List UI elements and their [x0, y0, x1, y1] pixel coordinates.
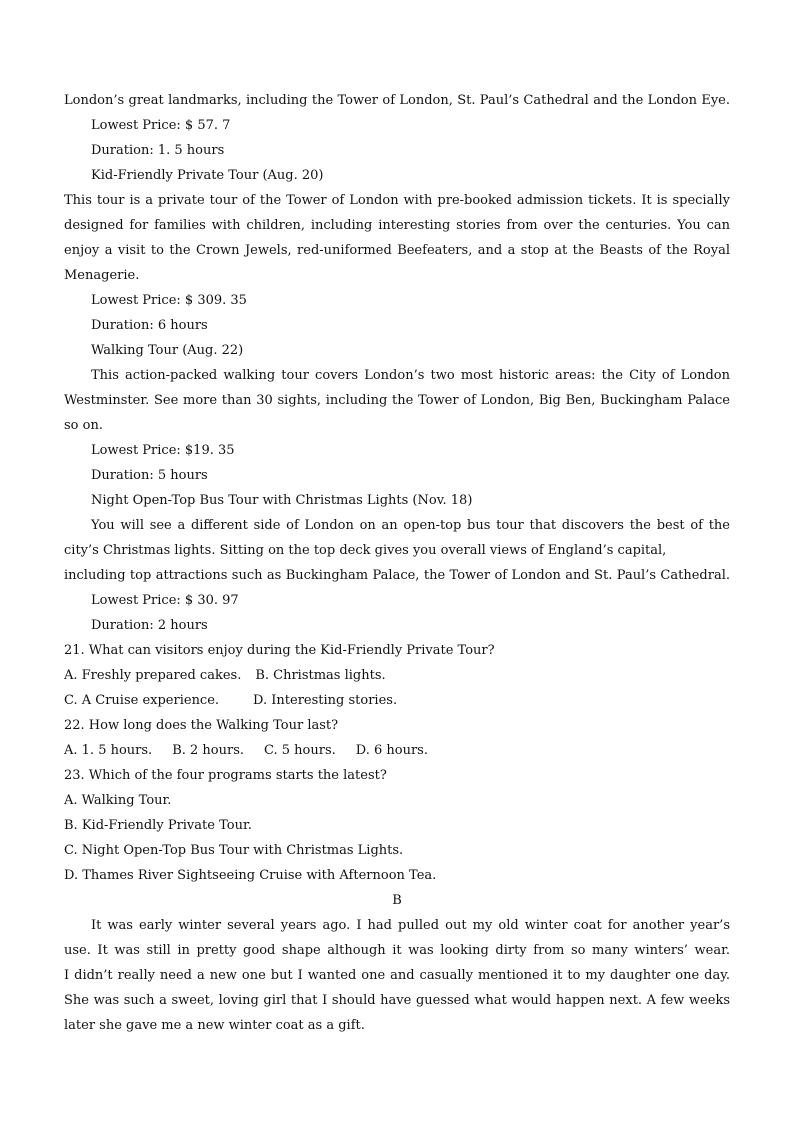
document-page	[64, 88, 730, 1038]
question-21-option-a: A. Freshly prepared cakes.	[64, 668, 242, 683]
question-23-option-c: C. Night Open-Top Bus Tour with Christmas Lights.	[64, 843, 404, 858]
tour1-desc-line: enjoy a visit to the Crown Jewels, red-uniformed Beefeaters, and a stop at the Beasts of the Royal	[64, 243, 730, 258]
tour2-desc-line: so on.	[64, 418, 103, 433]
question-23-option-b: B. Kid-Friendly Private Tour.	[64, 818, 252, 833]
tour1-desc-line: Menagerie.	[64, 268, 140, 283]
tour2-duration: Duration: 5 hours	[91, 468, 208, 483]
question-21-option-d: D. Interesting stories.	[253, 693, 398, 708]
question-22-options	[64, 738, 730, 763]
section-b-heading: B	[392, 893, 402, 908]
tour1-duration: Duration: 6 hours	[91, 318, 208, 333]
tour3-desc-line: including top attractions such as Buckingham Palace, the Tower of London and St. Paul’s Cathedral.	[64, 568, 730, 583]
tour3-price: Lowest Price: $ 30. 97	[91, 593, 239, 608]
question-21-stem: 21. What can visitors enjoy during the Kid-Friendly Private Tour?	[64, 643, 495, 658]
question-22-option-a: A. 1. 5 hours.	[64, 743, 153, 758]
question-21-option-b: B. Christmas lights.	[255, 668, 386, 683]
section-b-paragraph-line: I didn’t really need a new one but I wanted one and casually mentioned it to my daughter one day.	[64, 968, 730, 983]
question-22-option-d: D. 6 hours.	[355, 743, 428, 758]
section-b-paragraph-line: She was such a sweet, loving girl that I should have guessed what would happen next. A few weeks	[64, 993, 730, 1008]
question-21-options-row1	[64, 663, 730, 688]
section-b-paragraph-line: It was early winter several years ago. I had pulled out my old winter coat for another year’s	[91, 918, 730, 933]
question-22-stem: 22. How long does the Walking Tour last?	[64, 718, 339, 733]
tour2-title: Walking Tour (Aug. 22)	[91, 343, 244, 358]
question-23-option-d: D. Thames River Sightseeing Cruise with Afternoon Tea.	[64, 868, 437, 883]
tour0-price: Lowest Price: $ 57. 7	[91, 118, 231, 133]
question-23-stem: 23. Which of the four programs starts the latest?	[64, 768, 387, 783]
tour1-price: Lowest Price: $ 309. 35	[91, 293, 247, 308]
question-21-options-row2	[64, 688, 730, 713]
question-22-option-c: C. 5 hours.	[264, 743, 336, 758]
tour2-price: Lowest Price: $19. 35	[91, 443, 235, 458]
tour1-desc-line: designed for families with children, including interesting stories from over the centuries. You can	[64, 218, 730, 233]
tour1-desc-line: This tour is a private tour of the Tower of London with pre-booked admission tickets. It is specially	[64, 193, 730, 208]
question-21-option-c: C. A Cruise experience.	[64, 693, 220, 708]
tour3-desc-line: You will see a different side of London on an open-top bus tour that discovers the best of the	[91, 518, 730, 533]
tour3-desc-line: city’s Christmas lights. Sitting on the top deck gives you overall views of England’s capital,	[64, 543, 667, 558]
tour1-title: Kid-Friendly Private Tour (Aug. 20)	[91, 168, 324, 183]
tour3-duration: Duration: 2 hours	[91, 618, 208, 633]
question-23-option-a: A. Walking Tour.	[64, 793, 172, 808]
tour0-duration: Duration: 1. 5 hours	[91, 143, 225, 158]
tour2-desc-line: This action-packed walking tour covers London’s two most historic areas: the City of London	[91, 368, 730, 383]
section-b-paragraph-line: later she gave me a new winter coat as a gift.	[64, 1018, 365, 1033]
continuation-line: London’s great landmarks, including the Tower of London, St. Paul’s Cathedral and the London Eye.	[64, 93, 730, 108]
section-b-paragraph-line: use. It was still in pretty good shape although it was looking dirty from so many winters’ wear.	[64, 943, 730, 958]
question-22-option-b: B. 2 hours.	[172, 743, 244, 758]
tour3-title: Night Open-Top Bus Tour with Christmas Lights (Nov. 18)	[91, 493, 473, 508]
tour2-desc-line: Westminster. See more than 30 sights, including the Tower of London, Big Ben, Buckingham Palace	[64, 393, 730, 408]
